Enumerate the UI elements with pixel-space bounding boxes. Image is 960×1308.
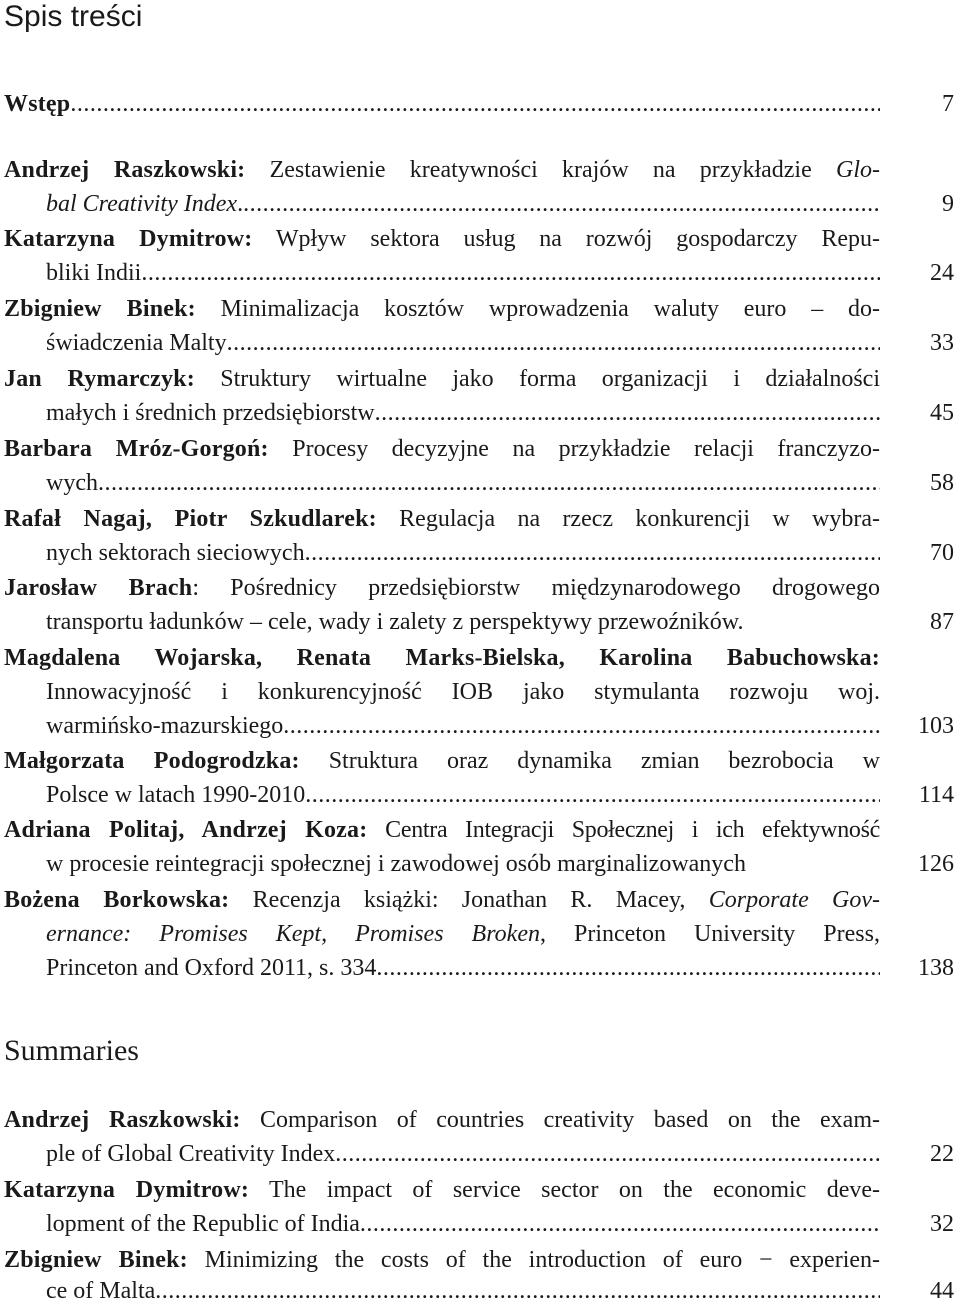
dot-leader [283,709,880,743]
entry-author: Andrzej Raszkowski: [4,1107,241,1133]
entry-title: Comparison of countries creativity based on the exam- [240,1107,880,1133]
entry-title: The impact of service sector on the economic deve- [249,1177,880,1203]
entry-title: Wstęp [4,91,71,117]
dot-leader [375,396,880,430]
dot-leader [227,326,880,360]
dot-leader [305,778,880,812]
dot-leader [305,536,880,570]
summary-entry-line [46,1274,880,1308]
page-number: 7 [942,91,954,117]
entry-author: Andrzej Raszkowski: [4,157,246,183]
page-number: 87 [930,609,954,635]
entry-author: Bożena Borkowska: [4,887,230,913]
entry-title: warmińsko-mazurskiego [46,713,284,739]
toc-entry-line [46,396,880,430]
entry-title: ple of Global Creativity Index [46,1141,336,1167]
page-number: 126 [918,851,954,877]
toc-entry-line [46,466,880,500]
entry-author: Rafał Nagaj, Piotr Szkudlarek: [4,506,377,532]
entry-author: Adriana Politaj, Andrzej Koza: [4,817,368,843]
entry-author: Zbigniew Binek: [4,1247,188,1273]
entry-title: : Pośrednicy przedsiębiorstw międzynarodowego drogowego [192,575,880,601]
dot-leader [335,1137,880,1171]
summary-entry-line [4,1243,880,1277]
toc-entry-line [4,292,880,326]
page-number: 32 [930,1211,954,1237]
entry-title: lopment of the Republic of India [46,1211,360,1237]
entry-title: wych [46,470,98,496]
dot-leader [360,1207,880,1241]
page-number: 22 [930,1141,954,1167]
dot-leader [243,187,880,221]
toc-entry-line [4,222,880,256]
dot-leader [376,951,880,985]
entry-title: Minimizing the costs of the introduction of euro − experien- [187,1247,880,1273]
entry-author: Jarosław Brach [4,575,193,601]
toc-entry-line [46,778,880,812]
page-number: 44 [930,1278,954,1304]
entry-title-italic: bal Creativity Index [46,191,238,217]
page-number: 24 [930,260,954,286]
toc-entry-line [46,709,880,743]
summary-entry-line [4,1103,880,1137]
page-number: 58 [930,470,954,496]
entry-author: Jan Rymarczyk: [4,366,195,392]
toc-entry-line [4,502,880,536]
entry-author: Zbigniew Binek: [4,296,196,322]
entry-title: Zestawienie kreatywności krajów na przykładzie [245,157,836,183]
page-number: 33 [930,330,954,356]
toc-entry-line [46,187,880,221]
entry-title: Princeton and Oxford 2011, s. 334 [46,955,377,981]
toc-entry-line [4,571,880,605]
entry-title: bliki Indii [46,260,142,286]
entry-title: Minimalizacja kosztów wprowadzenia waluty euro – do- [195,296,880,322]
entry-title: Wpływ sektora usług na rozwój gospodarczy Repu- [252,226,880,252]
summary-entry-line [4,1173,880,1207]
entry-title: transportu ładunków – cele, wady i zalety z perspektywy przewoźników. [46,609,744,635]
entry-title: Procesy decyzyjne na przykładzie relacji franczyzo- [268,436,880,462]
page-number: 70 [930,540,954,566]
entry-author: Barbara Mróz-Gorgoń: [4,436,269,462]
toc-entry-line [4,432,880,466]
toc-entry-line [46,847,880,881]
entry-title: w procesie reintegracji społecznej i zawodowej osób marginalizowanych [46,851,746,877]
toc-entry-line [4,362,880,396]
entry-title: Polsce w latach 1990-2010 [46,782,306,808]
toc-entry-line [4,883,880,917]
entry-title: , Princeton University Press, [539,921,880,947]
toc-entry-line [4,744,880,778]
entry-author: Magdalena Wojarska, Renata Marks-Bielska, Karolina Babuchowska: [4,645,880,671]
dot-leader [70,87,880,121]
dot-leader [141,256,880,290]
entry-title: Recenzja książki: Jonathan R. Macey, [229,887,709,913]
toc-entry-line [4,153,880,187]
entry-title: Struktura oraz dynamika zmian bezrobocia w [299,748,880,774]
entry-title: Centra Integracji Społecznej i ich efektywność [367,817,880,843]
toc-entry-line [4,813,880,847]
entry-title: Regulacja na rzecz konkurencji w wybra- [376,506,880,532]
entry-title: nych sektorach sieciowych [46,540,305,566]
toc-entry-line [46,917,880,951]
summaries-heading: Summaries [4,1034,139,1067]
entry-author: Katarzyna Dymitrow: [4,226,253,252]
entry-author: Małgorzata Podogrodzka: [4,748,300,774]
toc-entry-line [46,326,880,360]
toc-entry-line [46,951,880,985]
toc-entry-line [4,641,880,675]
page-number: 114 [918,782,954,808]
summary-entry-line [46,1137,880,1171]
entry-title-italic: Corporate Gov- [708,887,880,913]
entry-title-italic: Glo- [836,157,880,183]
entry-title: małych i średnich przedsiębiorstw [46,400,375,426]
toc-heading: Spis treści [4,0,143,33]
page-number: 138 [918,955,954,981]
entry-title: Innowacyjność i konkurencyjność IOB jako stymulanta rozwoju woj. [46,679,880,705]
toc-entry-wstep [4,87,880,121]
dot-leader [155,1274,880,1308]
entry-title: Struktury wirtualne jako forma organizacji i działalności [194,366,880,392]
toc-entry-line [46,675,880,709]
entry-title: świadczenia Malty [46,330,227,356]
toc-entry-line [46,536,880,570]
entry-title: . [237,191,244,217]
page-number: 103 [918,713,954,739]
page-number: 9 [942,191,954,217]
toc-entry-line [46,256,880,290]
entry-author: Katarzyna Dymitrow: [4,1177,250,1203]
entry-title-italic: ernance: Promises Kept, Promises Broken [46,921,540,947]
dot-leader [98,466,880,500]
entry-title: ce of Malta [46,1278,156,1304]
toc-entry-line [46,605,880,639]
page-number: 45 [930,400,954,426]
summary-entry-line [46,1207,880,1241]
